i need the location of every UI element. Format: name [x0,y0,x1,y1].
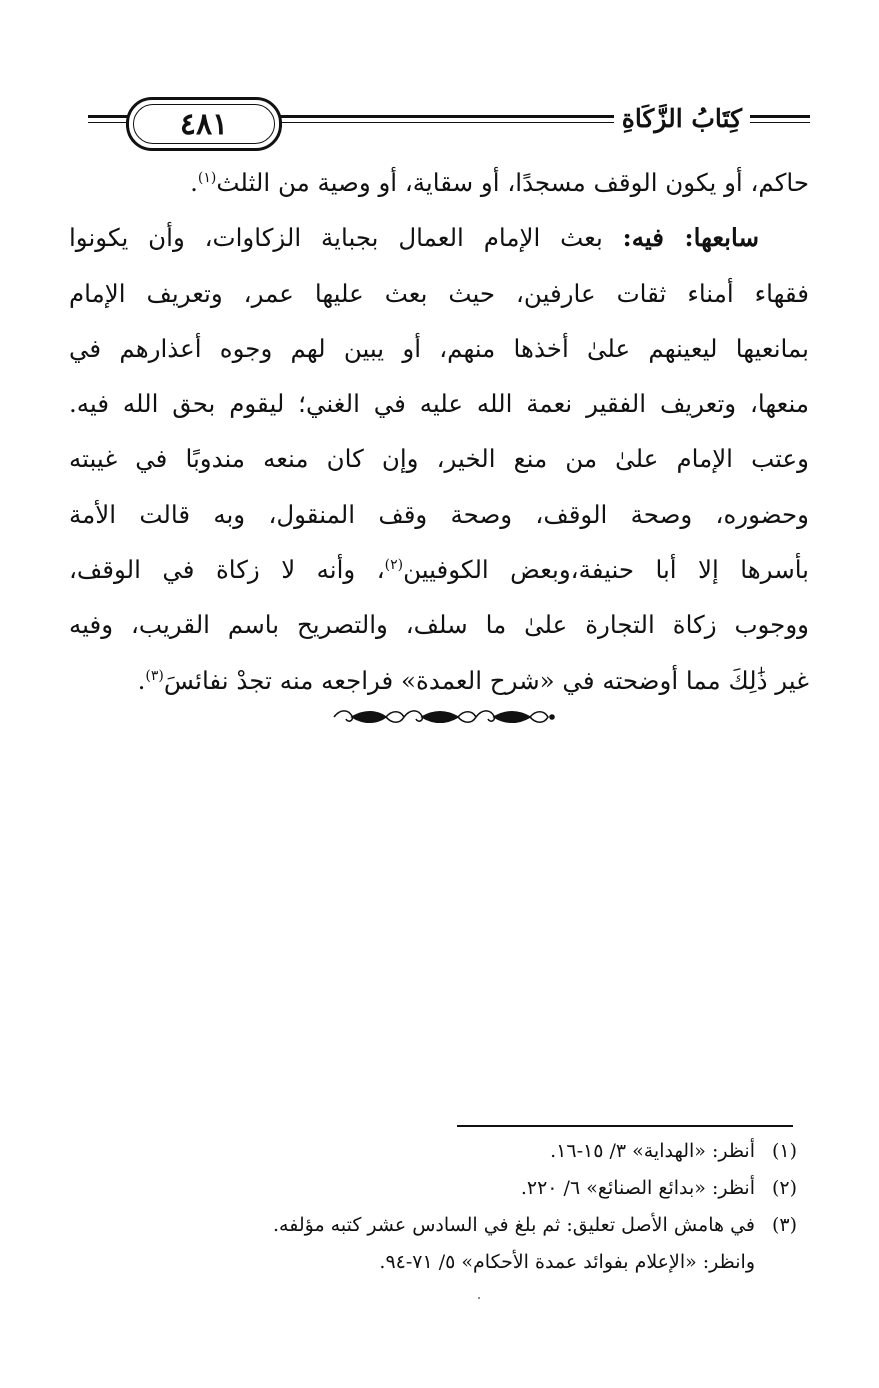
section-lead: سابعها: فيه: [622,223,759,253]
footnote [157,1170,797,1207]
print-speck [478,1297,480,1299]
running-title: كِتَابُ الزَّكَاةِ [614,104,750,133]
footnote-number: (٣) [771,1214,797,1236]
footnotes [157,1133,797,1281]
main-text [69,155,809,708]
text-line: ووجوب زكاة التجارة علىٰ ما سلف، والتصريح باسم القريب، وفيه [69,610,809,640]
header-rule-left-thin [88,122,128,123]
text-line: غير ذَٰلِكَ مما أوضحته في «شرح العمدة» فراجعه منه تجدْ نفائسَ$^{(٣)}$. [137,665,809,695]
footnote-number: (٢) [771,1177,797,1199]
page-header [88,94,810,154]
text-line: منعها، وتعريف الفقير نعمة الله عليه في الغني؛ ليقوم بحق الله فيه. [69,389,809,419]
text-line: سابعها: فيه: بعث الإمام العمال بجباية الزكاوات، وأن يكونوا [69,223,759,253]
footnote-text: وانظر: «الإعلام بفوائد عمدة الأحكام» ٥/ ٧١-٩٤. [379,1251,755,1273]
floral-divider-icon [330,704,556,730]
footnote-ref[interactable]: (٣) [145,667,164,684]
footnote-text: أنظر: «الهداية» ٣/ ١٥-١٦. [550,1140,755,1162]
text-line: بمانعيها ليعينهم علىٰ أخذها منهم، أو يبين لهم وجوه أعذارهم في [69,333,809,363]
text-line: وحضوره، وصحة الوقف، وصحة وقف المنقول، وبه قالت الأمة [69,499,809,529]
text-line: بأسرها إلا أبا حنيفة،وبعض الكوفيين$^{(٢)}$، وأنه لا زكاة في الوقف، [69,555,810,585]
footnote-ref[interactable]: (٢) [384,556,404,573]
header-rule-left [88,115,128,118]
footnote-continuation [157,1244,797,1281]
footnote-text: أنظر: «بدائع الصنائع» ٦/ ٢٢٠. [520,1177,755,1199]
text-line: فقهاء أمناء ثقات عارفين، حيث بعث عليها عمر، وتعريف الإمام [69,278,809,308]
footnote-text: في هامش الأصل تعليق: ثم بلغ في السادس عشر كتبه مؤلفه. [273,1214,755,1236]
footnote-number: (١) [771,1140,797,1162]
footnote [157,1207,797,1244]
footnote-separator [457,1125,793,1127]
footnote [157,1133,797,1170]
page-number-frame [126,97,282,151]
text-line: حاكم، أو يكون الوقف مسجدًا، أو سقاية، أو وصية من الثلث$^{(١)}$. [190,168,809,197]
text-line: وعتب الإمام علىٰ من منع الخير، وإن كان منعه مندوبًا في غيبته [69,444,809,474]
page-number: ٤٨١ [179,106,229,142]
footnote-ref[interactable]: (١) [197,169,217,186]
